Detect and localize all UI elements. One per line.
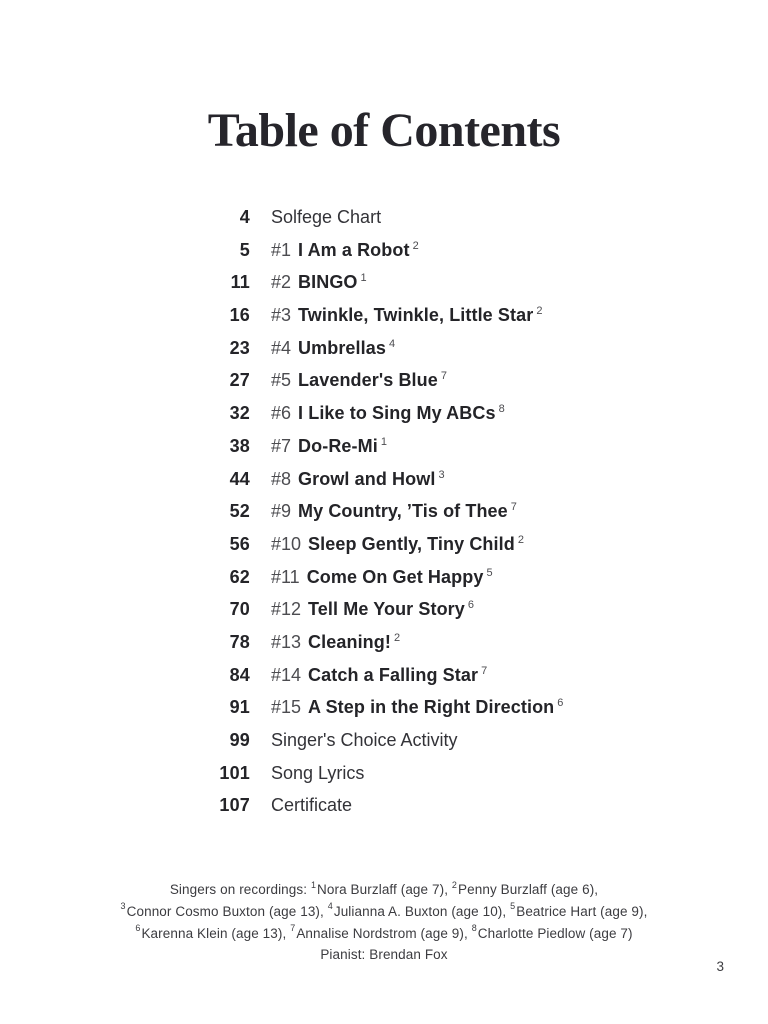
toc-entry-title [271, 599, 474, 620]
toc-page-number: 78 [229, 631, 250, 652]
toc-page-number: 101 [219, 762, 250, 783]
credits-footnote-number: 3 [120, 901, 126, 912]
toc-title-text: Catch a Falling Star [308, 664, 479, 685]
toc-singer-footnote: 5 [486, 566, 493, 579]
toc-entry-title [271, 338, 395, 359]
toc-page-number: 44 [229, 468, 250, 489]
toc-entry-title [271, 305, 542, 326]
toc-singer-footnote: 2 [536, 305, 543, 318]
toc-singer-footnote: 6 [467, 599, 475, 612]
toc-singer-footnote: 2 [393, 631, 401, 644]
toc-row [195, 697, 563, 730]
toc-entry-title [271, 469, 445, 490]
toc-song-number: #5 [271, 370, 292, 391]
toc-song-number: #3 [271, 305, 292, 326]
toc-song-number: #9 [271, 501, 292, 522]
toc-singer-footnote: 7 [440, 370, 447, 383]
toc-title-text: Growl and Howl [298, 468, 436, 489]
credits-footnote-number: 4 [327, 901, 333, 912]
toc-song-number: #12 [271, 599, 302, 620]
toc-singer-footnote: 7 [481, 664, 488, 677]
toc-entry-title [271, 763, 364, 784]
toc-title-text: I Am a Robot [298, 239, 410, 260]
toc-page-number: 84 [229, 664, 250, 685]
toc-row [195, 632, 563, 665]
toc-title-text: Twinkle, Twinkle, Little Star [298, 305, 534, 326]
toc-page-number: 4 [239, 207, 250, 227]
credits-line: Singers on recordings: $^1$Nora Burzlaff (age 7), $^2$Penny Burzlaff (age 6), [169, 879, 599, 897]
toc-singer-footnote: 1 [380, 435, 387, 448]
toc-singer-footnote: 8 [498, 403, 505, 416]
toc-song-number: #15 [271, 697, 302, 718]
toc-title-text: Do-Re-Mi [298, 435, 378, 456]
toc-title-text: Come On Get Happy [306, 566, 484, 587]
toc-entry-title [271, 665, 487, 686]
recording-credits [0, 879, 768, 966]
toc-entry-title [271, 403, 505, 424]
toc-entry-title [271, 272, 367, 293]
toc-page-number: 107 [219, 795, 250, 816]
toc-song-number: #2 [271, 272, 292, 293]
toc-singer-footnote: 1 [360, 272, 367, 285]
toc-row [195, 567, 563, 600]
toc-title-text: Certificate [271, 795, 353, 816]
toc-song-number: #7 [271, 435, 292, 456]
toc-title-text: Singer's Choice Activity [271, 730, 458, 750]
toc-row [195, 469, 563, 502]
toc-page-number: 52 [229, 501, 250, 522]
credits-footnote-number: 7 [290, 923, 296, 934]
toc-title-text: Cleaning! [308, 631, 391, 652]
toc-song-number: #6 [271, 403, 292, 424]
toc-title-text: Sleep Gently, Tiny Child [308, 533, 515, 554]
credits-footnote-number: 1 [310, 879, 317, 890]
toc-song-number: #1 [271, 239, 292, 260]
credits-footnote-number: 6 [135, 923, 141, 934]
toc-entry-title [271, 240, 419, 261]
toc-row [195, 730, 563, 763]
credits-footnote-number: 2 [451, 879, 458, 890]
toc-singer-footnote: 3 [438, 468, 445, 481]
toc-entry-title [271, 567, 493, 588]
toc-song-number: #4 [271, 337, 292, 358]
toc-title-text: Solfege Chart [271, 207, 382, 227]
toc-singer-footnote: 4 [388, 337, 396, 350]
toc-page-number: 16 [229, 305, 250, 326]
toc-entry-title [271, 697, 563, 718]
credits-line: $^3$Connor Cosmo Buxton (age 13), $^4$Julianna A. Buxton (age 10), $^5$Beatrice Hart (age 9), [120, 901, 648, 919]
page-number: 3 [716, 959, 724, 974]
toc-page-number: 27 [229, 370, 250, 391]
toc-song-number: #14 [271, 664, 302, 685]
toc-song-number: #11 [271, 566, 300, 587]
toc-entry-title [271, 436, 387, 457]
toc-row [195, 534, 563, 567]
toc-entry-title [271, 534, 524, 555]
toc-row [195, 665, 563, 698]
credits-line: Pianist: Brendan Fox [320, 947, 448, 963]
toc-song-number: #10 [271, 533, 302, 554]
toc-title-text: Umbrellas [298, 337, 386, 358]
toc-title-text: Song Lyrics [271, 762, 365, 783]
toc-title-text: Lavender's Blue [298, 370, 438, 391]
toc-list [195, 207, 563, 828]
toc-singer-footnote: 6 [557, 697, 564, 710]
toc-entry-title [271, 370, 447, 391]
toc-page-number: 5 [239, 239, 250, 260]
toc-title-text: A Step in the Right Direction [308, 697, 555, 718]
toc-row [195, 240, 563, 273]
toc-entry-title [271, 501, 517, 522]
toc-page-number: 23 [229, 337, 250, 358]
toc-title-text: I Like to Sing My ABCs [298, 403, 496, 424]
toc-row [195, 207, 563, 240]
toc-row [195, 403, 563, 436]
toc-entry-title [271, 207, 381, 228]
toc-row [195, 305, 563, 338]
toc-row [195, 501, 563, 534]
toc-song-number: #8 [271, 468, 292, 489]
toc-song-number: #13 [271, 631, 302, 652]
toc-page-number: 62 [229, 566, 250, 587]
toc-entry-title [271, 730, 458, 751]
toc-entry-title [271, 632, 400, 653]
toc-page-number: 99 [229, 730, 250, 750]
toc-singer-footnote: 2 [517, 533, 524, 546]
toc-title-text: My Country, ’Tis of Thee [298, 501, 508, 522]
toc-row [195, 338, 563, 371]
toc-row [195, 370, 563, 403]
toc-page-number: 38 [229, 435, 250, 456]
toc-title-text: Tell Me Your Story [308, 599, 465, 620]
toc-row [195, 272, 563, 305]
toc-singer-footnote: 7 [510, 501, 517, 514]
page-title: Table of Contents [207, 104, 561, 157]
toc-row [195, 599, 563, 632]
credits-footnote-number: 8 [471, 923, 477, 934]
toc-entry-title [271, 795, 352, 816]
toc-page-number: 56 [229, 533, 250, 554]
credits-line: $^6$Karenna Klein (age 13), $^7$Annalise Nordstrom (age 9), $^8$Charlotte Piedlow (age 7) [135, 923, 633, 941]
toc-page-number: 70 [229, 599, 250, 620]
toc-singer-footnote: 2 [412, 239, 419, 252]
toc-row [195, 763, 563, 796]
toc-row [195, 436, 563, 469]
toc-row [195, 795, 563, 828]
toc-title-text: BINGO [298, 272, 358, 293]
toc-page-number: 91 [229, 697, 250, 718]
toc-page-number: 32 [229, 403, 250, 424]
credits-footnote-number: 5 [510, 901, 516, 912]
toc-page-number: 11 [230, 272, 250, 293]
